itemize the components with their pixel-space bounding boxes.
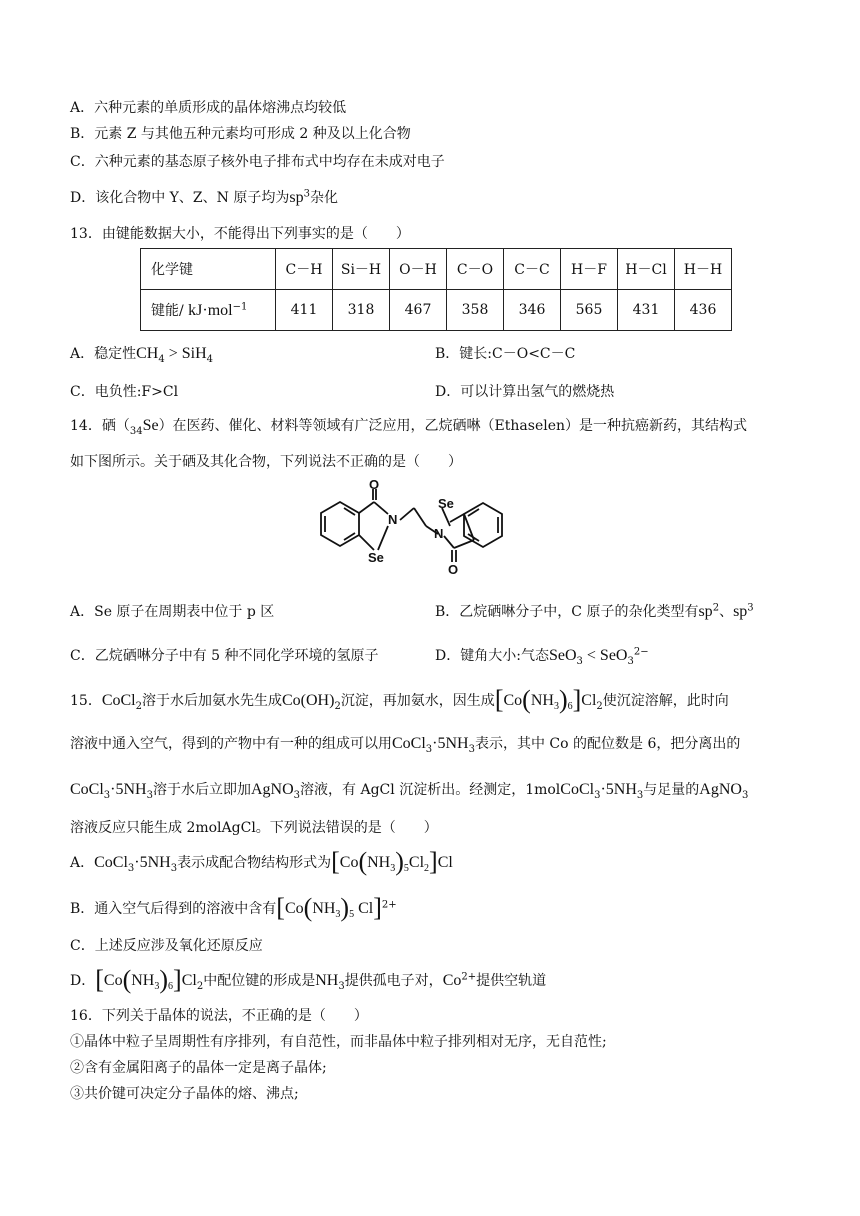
q12-option-b: B．元素 Z 与其他五种元素均可形成 2 种及以上化合物 (70, 126, 411, 142)
right-benzene-ring (464, 503, 502, 547)
q13-option-d: D．可以计算出氢气的燃烧热 (435, 384, 615, 400)
q14-option-a: A．Se 原子在周期表中位于 p 区 (70, 604, 275, 620)
table-cell: 411 (276, 290, 333, 331)
right-nitrogen: N (434, 526, 444, 541)
table-header-cell: 键能/ kJ·mol$^{-1}$ (141, 290, 276, 331)
table-cell: 565 (561, 290, 618, 331)
left-benzene-ring (321, 502, 359, 546)
left-nitrogen: N (388, 512, 398, 527)
ethane-bridge (400, 508, 438, 534)
q14-stem-line1: 14．硒$(_{34}Se)$在医药、催化、材料等领域有广泛应用，乙烷硒啉（Ethaselen）是一种抗癌新药，其结构式 (70, 417, 748, 437)
left-five-ring (359, 489, 388, 550)
table-cell: 467 (390, 290, 447, 331)
q15-option-d: D．$[Co(NH_3)_6]Cl_2$中配位键的形成是$NH_3$提供孤电子对，$Co^{2+}$提供空轨道 (70, 965, 547, 994)
bond-energy-table (140, 248, 732, 331)
q15-stem-line4: 溶液反应只能生成 2molAgCl。下列说法错误的是（ ） (70, 820, 438, 836)
q16-statement-1: ①晶体中粒子呈周期性有序排列，有自范性，而非晶体中粒子排列相对无序，无自范性; (70, 1034, 607, 1050)
q12-option-d: D．该化合物中 Y、Z、N 原子均为$sp^3$杂化 (70, 188, 338, 206)
right-selenium: Se (438, 496, 454, 511)
table-cell: H－Cl (618, 249, 675, 290)
q13-stem: 13．由键能数据大小，不能得出下列事实的是（ ） (70, 226, 410, 242)
q14-stem-line2: 如下图所示。关于硒及其化合物，下列说法不正确的是（ ） (70, 454, 462, 470)
q15-option-b: B．通入空气后得到的溶液中含有[$Co(NH_3)_5$ Cl]$^{2+}$ (70, 893, 397, 922)
table-cell: C－H (276, 249, 333, 290)
table-cell: 346 (504, 290, 561, 331)
q15-stem-line2: 溶液中通入空气，得到的产物中有一种的组成可以用$CoCl_3\cdot 5NH_3$表示，其中 Co 的配位数是 6，把分离出的 (70, 735, 741, 755)
q12-option-a: A．六种元素的单质形成的晶体熔沸点均较低 (70, 100, 347, 116)
table-cell: 318 (333, 290, 390, 331)
q14-option-b: B．乙烷硒啉分子中，C 原子的杂化类型有$sp^2$、$sp^3$ (435, 602, 754, 620)
table-cell: Si－H (333, 249, 390, 290)
table-cell: 358 (447, 290, 504, 331)
q13-option-b: B．键长:C－O<C－C (435, 346, 576, 362)
q15-option-c: C．上述反应涉及氧化还原反应 (70, 938, 263, 954)
q15-stem-line1: 15．CoCl$_2$溶于水后加氨水先生成$Co(OH)_2$沉淀，再加氨水，因生成$[Co(NH_3)_6]Cl_2$使沉淀溶解，此时向 (70, 685, 729, 714)
q15-stem-line3: $CoCl_3\cdot 5NH_3$溶于水后立即加AgNO$_3$溶液，有 AgCl 沉淀析出。经测定，$1molCoCl_3\cdot 5NH_3$与足量的AgNO$_3$ (70, 781, 749, 801)
table-cell: O－H (390, 249, 447, 290)
table-row (141, 249, 732, 290)
q16-statement-3: ③共价键可决定分子晶体的熔、沸点; (70, 1086, 299, 1102)
left-selenium: Se (368, 550, 384, 565)
left-carbonyl-oxygen: O (369, 478, 380, 492)
q16-stem: 16．下列关于晶体的说法，不正确的是（ ） (70, 1008, 368, 1024)
right-carbonyl-oxygen: O (448, 562, 459, 574)
q12-option-c: C．六种元素的基态原子核外电子排布式中均存在未成对电子 (70, 154, 445, 170)
table-cell: 436 (675, 290, 732, 331)
q14-option-d: D．键角大小:气态SeO$_3$ < SeO$_3^{2-}$ (435, 646, 649, 667)
q13-option-c: C．电负性:F>Cl (70, 384, 179, 400)
table-header-cell: 化学键 (141, 249, 276, 290)
q15-option-a: A．$CoCl_3\cdot 5NH_3$表示成配合物结构形式为$[Co(NH_3)_5Cl_2]Cl$ (70, 847, 453, 876)
table-cell: H－F (561, 249, 618, 290)
table-cell: H－H (675, 249, 732, 290)
table-row (141, 290, 732, 331)
q14-option-c: C．乙烷硒啉分子中有 5 种不同化学环境的氢原子 (70, 648, 379, 664)
q16-statement-2: ②含有金属阳离子的晶体一定是离子晶体; (70, 1060, 327, 1076)
ethaselen-structure (318, 478, 536, 574)
table-cell: 431 (618, 290, 675, 331)
table-cell: C－C (504, 249, 561, 290)
q13-option-a: A．稳定性$CH_4 > SiH_4$ (70, 345, 214, 365)
table-cell: C－O (447, 249, 504, 290)
